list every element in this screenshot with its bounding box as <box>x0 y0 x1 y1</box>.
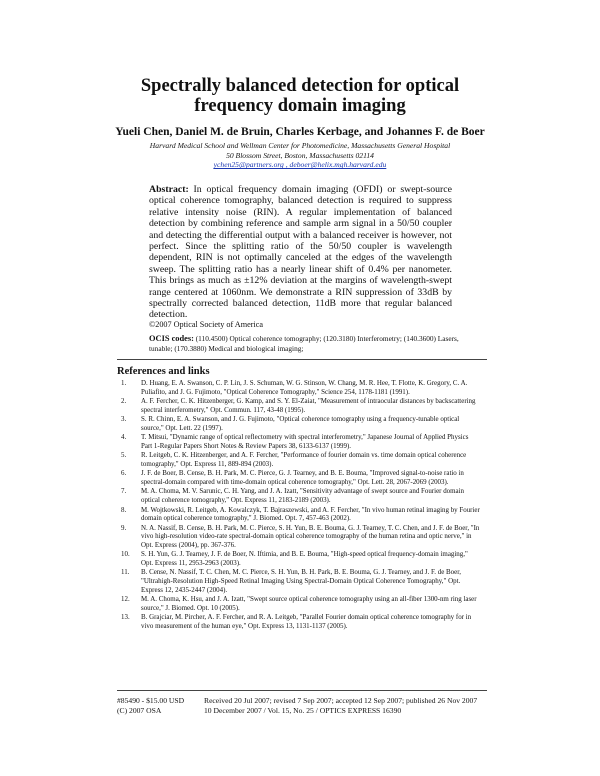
reference-number: 2. <box>121 397 127 406</box>
abstract-text: In optical frequency domain imaging (OFDI) or swept-source optical coherence tomography, balanced detection is required to suppress relative intensity noise (RIN). A regular implementation of balanced detection by combining reference and sample arm signal in a 50/50 coupler and detecting the differential output with a balanced receiver is however, not perfect. Since the splitting ratio of the 50/50 coupler is wavelength dependent, RIN is not optimally canceled at the edges of the wavelength sweep. The splitting ratio has a nearly linear shift of 0.4% per nanometer. This brings as much as ±12% deviation at the margins of wavelength-swept range centered at 1060nm. We demonstrate a RIN suppression of 33dB by spectrally corrected balanced detection, 11dB more that regular balanced detection. <box>149 184 453 321</box>
reference-item <box>121 613 481 630</box>
reference-number: 12. <box>121 595 130 604</box>
reference-list <box>121 379 481 631</box>
reference-number: 6. <box>121 469 127 478</box>
ocis-text: (110.4500) Optical coherence tomography; (120.3180) Interferometry; (140.3600) Lasers, tunable; (170.3880) Medical and biological imaging; <box>149 334 459 353</box>
reference-text: M. Wojtkowski, R. Leitgeb, A. Kowalczyk, T. Bajraszewski, and A. F. Fercher, "In vivo human retinal imaging by Fourier domain optical coherence tomography," J. Biomed. Opt. 7, 457-463 (2002). <box>141 505 480 523</box>
reference-item <box>121 595 481 612</box>
abstract <box>149 184 452 321</box>
reference-number: 3. <box>121 415 127 424</box>
author-list: Yueli Chen, Daniel M. de Bruin, Charles Kerbage, and Johannes F. de Boer <box>115 126 485 138</box>
reference-text: S. R. Chinn, E. A. Swanson, and J. G. Fujimoto, "Optical coherence tomography using a frequency-tunable optical source," Opt. Lett. 22 (1997). <box>141 415 460 432</box>
publication-history: Received 20 Jul 2007; revised 7 Sep 2007; accepted 12 Sep 2007; published 26 Nov 2007 <box>204 696 478 705</box>
affiliation-line-1: Harvard Medical School and Wellman Center for Photomedicine, Massachusetts General Hospital <box>149 141 451 150</box>
copyright-notice: ©2007 Optical Society of America <box>149 320 263 329</box>
reference-text: M. A. Choma, M. V. Sarunic, C. H. Yang, and J. A. Izatt, "Sensitivity advantage of swept source and Fourier domain optical coherence tomography," Opt. Express 11, 2183-2189 (2003). <box>141 487 465 505</box>
reference-number: 1. <box>121 379 127 387</box>
reference-item <box>121 469 481 486</box>
reference-number: 4. <box>121 433 127 442</box>
references-heading: References and links <box>117 366 210 377</box>
reference-text: M. A. Choma, K. Hsu, and J. A. Izatt, "Swept source optical coherence tomography using an all-fiber 1300-nm ring laser source," J. Biomed. Opt. 10 (2005). <box>141 595 477 612</box>
affiliation-line-2: 50 Blossom Street, Boston, Massachusetts 02114 <box>226 150 374 160</box>
reference-number: 5. <box>121 451 127 460</box>
reference-number: 10. <box>121 550 130 559</box>
reference-text: D. Huang, E. A. Swanson, C. P. Lin, J. S. Schuman, W. G. Stinson, W. Chang, M. R. Hee, T. Flotte, K. Gregory, C. A. Puliafito, and J. G. Fujimoto, "Optical Coherence Tomography," Science 254, 1178-1181 (1991). <box>141 379 468 396</box>
journal-citation: 10 December 2007 / Vol. 15, No. 25 / OPTICS EXPRESS 16390 <box>204 706 402 715</box>
abstract-label: Abstract: <box>149 184 189 195</box>
reference-text: A. F. Fercher, C. K. Hitzenberger, G. Kamp, and S. Y. El-Zaiat, "Measurement of intraocular distances by backscattering spectral interferometry," Opt. Commun. 117, 43-48 (1995). <box>141 397 476 414</box>
affiliation <box>0 141 600 170</box>
reference-item <box>121 379 481 396</box>
reference-item <box>121 487 481 504</box>
reference-item <box>121 433 481 450</box>
reference-text: B. Grajciar, M. Pircher, A. F. Fercher, and R. A. Leitgeb, "Parallel Fourier domain optical coherence tomography for in vivo measurement of the human eye," Opt. Express 13, 1131-1137 (2005). <box>141 613 472 630</box>
ocis-label: OCIS codes: <box>149 334 194 343</box>
reference-text: R. Leitgeb, C. K. Hitzenberger, and A. F. Fercher, "Performance of fourier domain vs. time domain optical coherence tomography," Opt. Express 11, 889-894 (2003). <box>141 451 467 468</box>
reference-number: 13. <box>121 613 130 622</box>
reference-text: J. F. de Boer, B. Cense, B. H. Park, M. C. Pierce, G. J. Tearney, and B. E. Bouma, "Improved signal-to-noise ratio in spectral-domain compared with time-domain optical coherence tomography," Opt. Lett. 28, 2067-2069 (2003). <box>141 469 464 486</box>
paper-title <box>0 76 600 116</box>
author-emails[interactable]: ychen25@partners.org , deboer@helix.mgh.harvard.edu <box>213 160 387 170</box>
reference-item <box>121 524 481 550</box>
reference-text: T. Mitsui, "Dynamic range of optical reflectometry with spectral interferometry," Japanese Journal of Applied Physics Part 1-Regular Papers Short Notes & Review Papers 38, 6133-6137 (1999). <box>141 433 469 450</box>
reference-item <box>121 451 481 468</box>
reference-number: 7. <box>121 487 127 496</box>
manuscript-price: #85490 - $15.00 USD <box>117 696 185 705</box>
reference-number: 8. <box>121 505 127 514</box>
reference-number: 9. <box>121 523 127 532</box>
title-line-1: Spectrally balanced detection for optical <box>140 76 460 96</box>
reference-text: N. A. Nassif, B. Cense, B. H. Park, M. C. Pierce, S. H. Yun, B. E. Bouma, G. J. Tearney, T. C. Chen, and J. F. de Boer, "In vivo high-resolution video-rate spectral-domain optical coherence tomography of the human retina and optic nerve," in Opt. Express (2004), pp. 367-376. <box>141 523 480 549</box>
reference-item <box>121 550 481 567</box>
ocis-codes <box>149 334 469 353</box>
reference-item <box>121 568 481 594</box>
section-divider-top <box>117 359 487 360</box>
reference-text: B. Cense, N. Nassif, T. C. Chen, M. C. Pierce, S. H. Yun, B. H. Park, B. E. Bouma, G. J. Tearney, and J. F. de Boer, "Ultrahigh-Resolution High-Speed Retinal Imaging Using Spectral-Domain Optical Coherence Tomography," Opt. Express 12, 2435-2447 (2004). <box>141 568 461 594</box>
reference-item <box>121 397 481 414</box>
reference-item <box>121 415 481 432</box>
reference-text: S. H. Yun, G. J. Tearney, J. F. de Boer, N. Iftimia, and B. E. Bouma, "High-speed optical frequency-domain imaging," Opt. Express 11, 2953-2963 (2003). <box>141 550 468 567</box>
reference-number: 11. <box>121 568 130 577</box>
publisher-copyright: (C) 2007 OSA <box>117 706 162 715</box>
title-line-2: frequency domain imaging <box>194 96 406 116</box>
section-divider-bottom <box>117 690 487 691</box>
reference-item <box>121 506 481 523</box>
